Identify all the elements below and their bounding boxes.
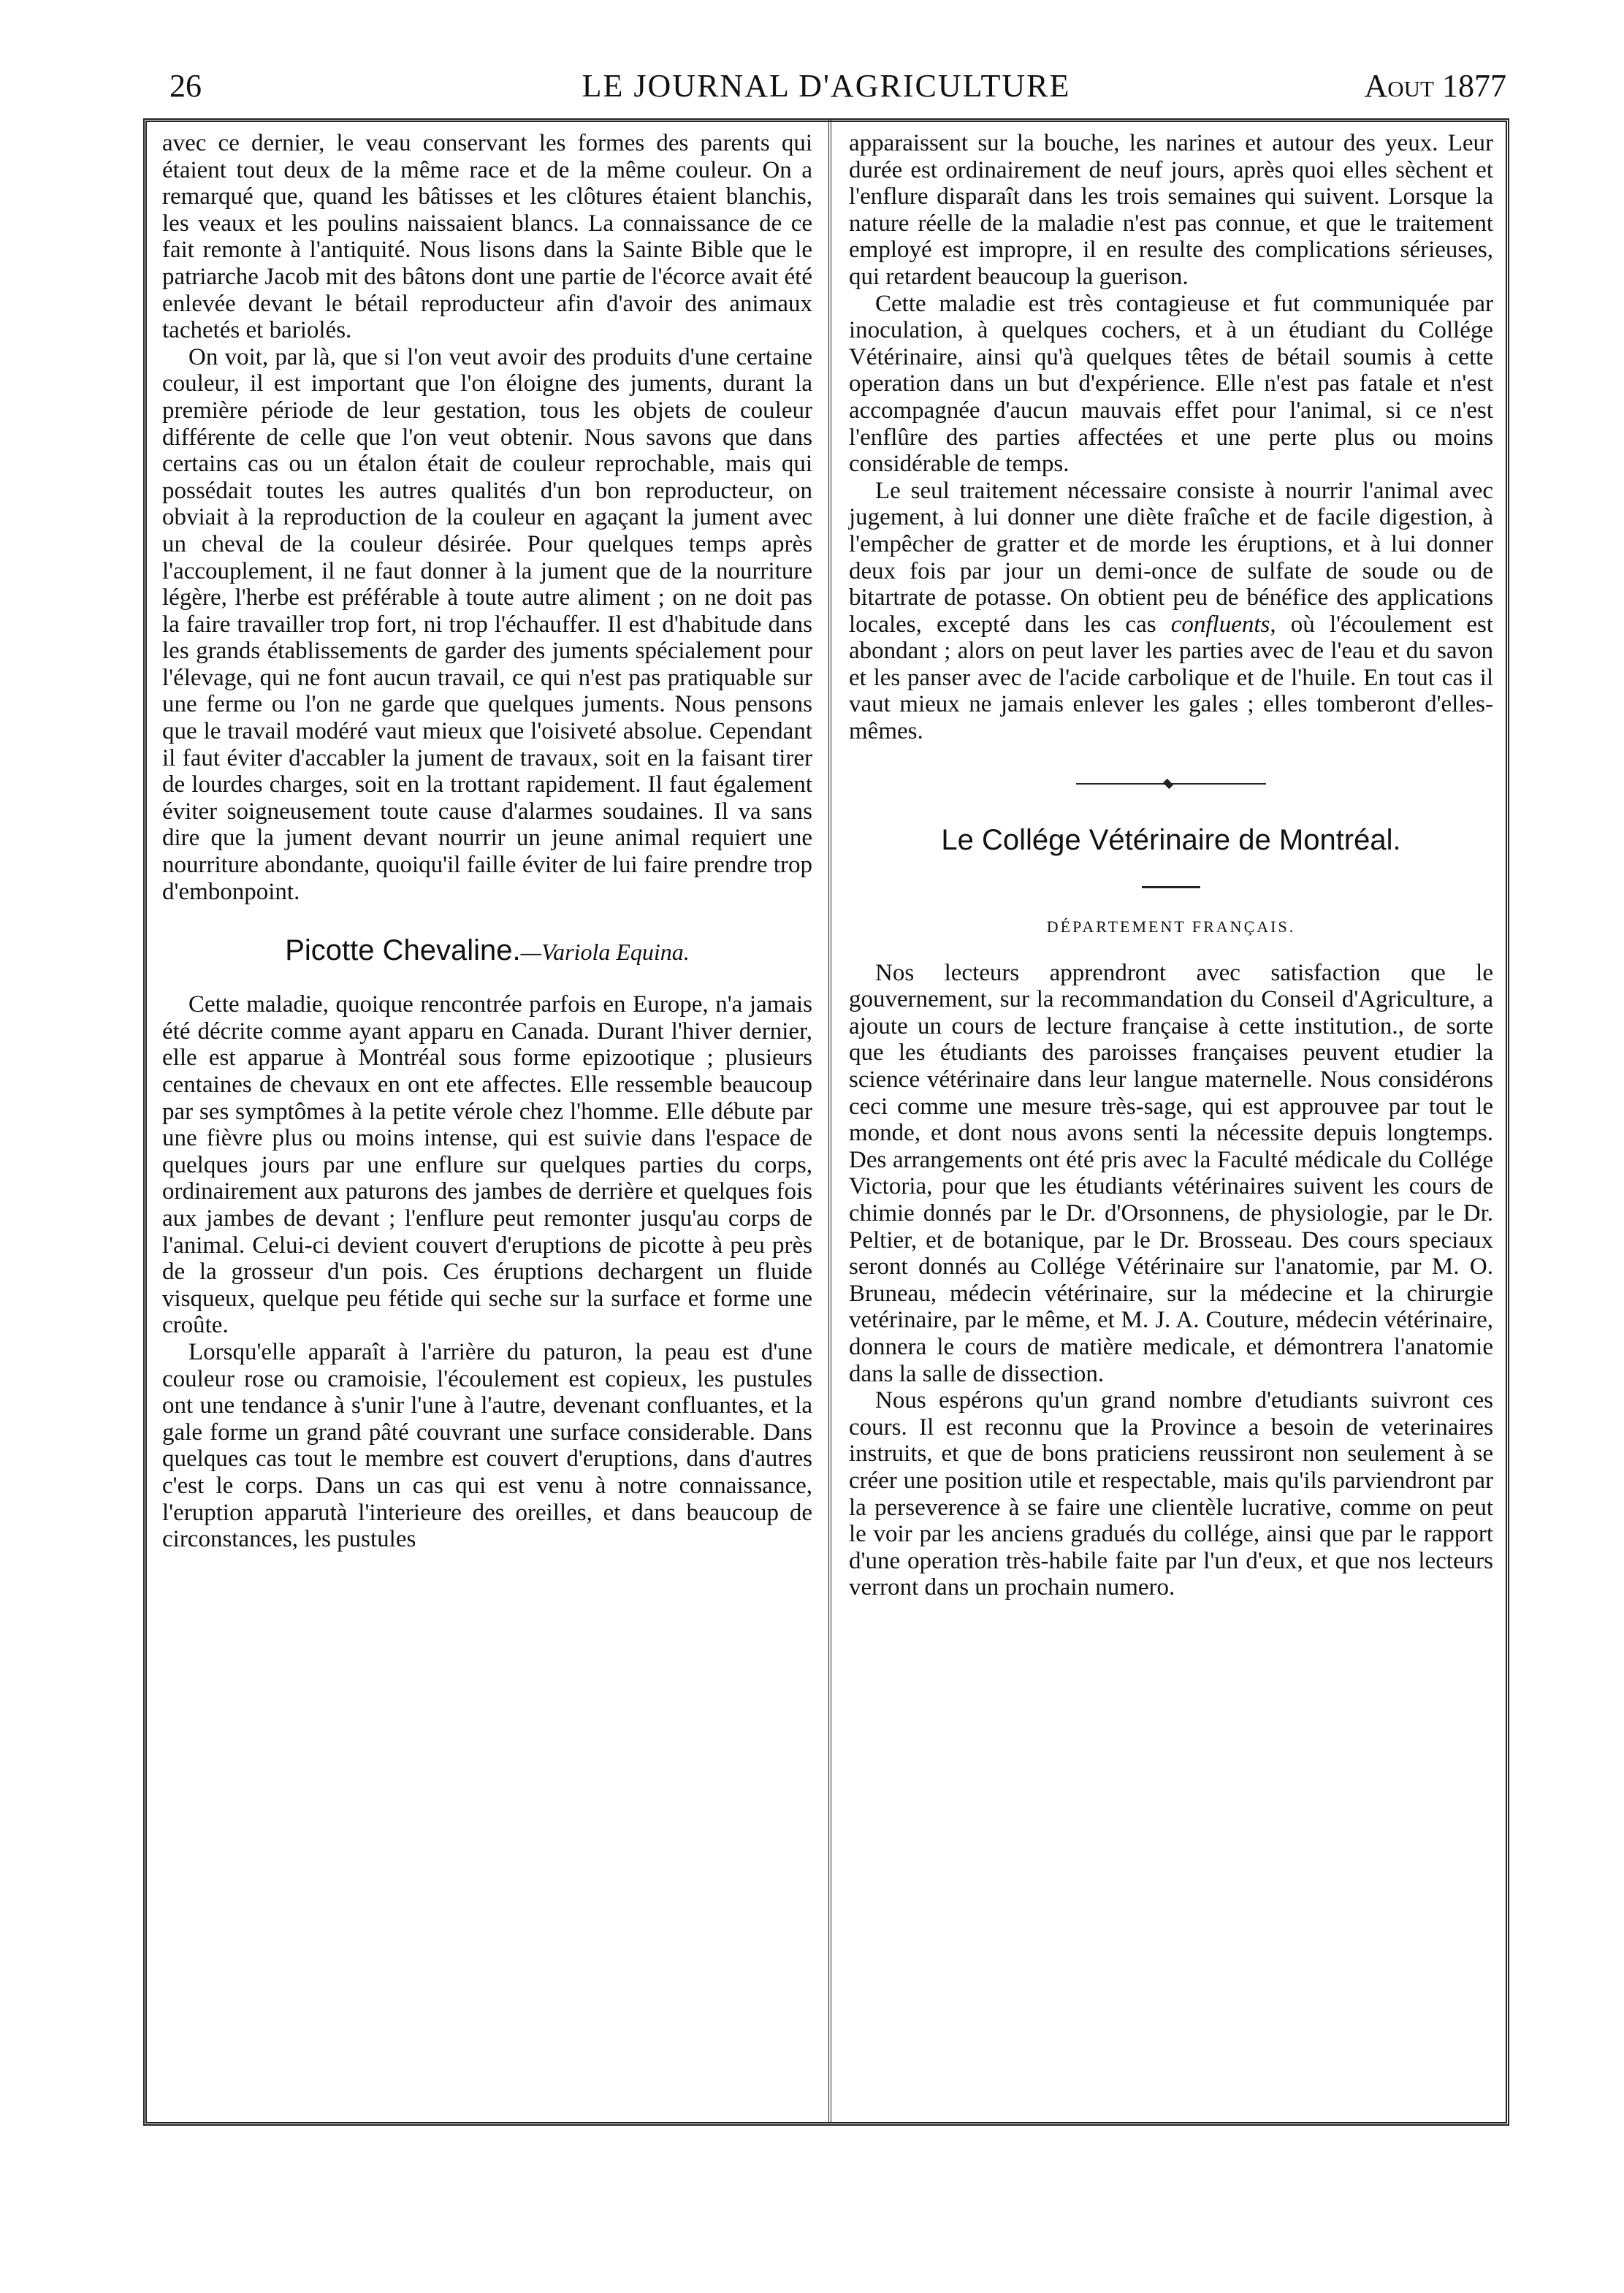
section-title-text: Picotte Chevaline. xyxy=(285,934,521,967)
section-subtitle-latin: —Variola Equina. xyxy=(520,939,690,966)
section-title-picotte xyxy=(162,934,812,968)
left-paragraph-1: avec ce dernier, le veau conservant les formes des parents qui étaient tout deux de la même race et de la même couleur. On a remarqué que, quand les bâtisses et les clôtures étaient blanchis, les veaux et les poulins naissaient blancs. La connaissance de ce fait remonte à l'antiquité. Nous lisons dans la Sainte Bible que le patriarche Jacob mit des bâtons dont une partie de l'écorce avait été enlevée devant le bétail reproducteur afin d'avoir des animaux tachetés et bariolés. xyxy=(162,130,812,344)
right-paragraph-2: Cette maladie est très contagieuse et fut communiquée par inoculation, à quelques cochers, et à un étudiant du Collége Vétérinaire, ainsi qu'à quelques têtes de bétail soumis à cette operation dans un but d'expérience. Elle n'est pas fatale et n'est accompagnée d'aucun mauvais effet pour l'animal, si ce n'est l'enflûre des parties affectées et une perte plus ou moins considérable de temps. xyxy=(849,290,1493,478)
right-paragraph-3-after: , où l'écoulement est abondant ; alors on peut laver les parties avec de l'eau et du savon et les panser avec de l'acide carbolique et de l'huile. En tout cas il vaut mieux ne jamais enlever les gales ; elles tomberont d'elles-mêmes. xyxy=(849,611,1493,745)
right-paragraph-5: Nous espérons qu'un grand nombre d'etudiants suivront ces cours. Il est reconnu que la Province a besoin de veterinaires instruits, et que de bons praticiens reussiront non seulement à se créer une position utile et respectable, mais qu'ils parviendront par la perseverence à se faire une clientèle lucrative, comme on peut le voir par les anciens gradués du collége, ainsi que par le rapport d'une operation très-habile faite par l'un d'eux, et que nos lecteurs verront dans un prochain numero. xyxy=(849,1387,1493,1601)
right-paragraph-3 xyxy=(849,478,1493,745)
short-divider xyxy=(1142,886,1200,888)
emphasis-confluents: confluents xyxy=(1170,611,1270,638)
right-paragraph-4: Nos lecteurs apprendront avec satisfaction que le gouvernement, sur la recommandation du Conseil d'Agriculture, a ajoute un cours de lecture française à cette institution., de sorte que les étudiants des paroisses françaises peuvent etudier la science vétérinaire dans leur langue maternelle. Nous considérons ceci comme une mesure très-sage, qui est approuvee par tout le monde, et dont nous avons senti la nécessite depuis longtemps. Des arrangements ont été pris avec la Faculté médicale du Collége Victoria, pour que les étudiants vétérinaires suivent les cours de chimie donnés par le Dr. d'Orsonnens, de physiologie, par le Dr. Peltier, et de botanique, par le Dr. Brosseau. Des cours speciaux seront donnés au Collége Vétérinaire sur l'anatomie, par M. O. Bruneau, médecin vétérinaire, sur la médecine et la chirurgie vetérinaire, par le même, et M. J. A. Couture, médecin vétérinaire, donnera le cours de matière medicale, et démontrera l'anatomie dans la salle de dissection. xyxy=(849,959,1493,1387)
journal-title: LE JOURNAL D'AGRICULTURE xyxy=(582,68,1071,104)
right-paragraph-3-before: Le seul traitement nécessaire consiste à nourrir l'animal avec jugement, à lui donner une diète fraîche et de facile digestion, à l'empêcher de gratter et de morde les éruptions, et à lui donner deux fois par jour un demi-once de sulfate de soude ou de bitartrate de potasse. On obtient peu de bénéfice des applications locales, excepté dans les cas xyxy=(849,477,1493,638)
left-paragraph-4: Lorsqu'elle apparaît à l'arrière du paturon, la peau est d'une couleur rose ou cramoisie, l'écoulement est copieux, les pustules ont une tendance à s'unir l'une à l'autre, devenant confluantes, et la gale forme un grand pâté couvrant une surface considerable. Dans quelques cas tout le membre est couvert d'eruptions, dans d'autres c'est le corps. Dans un cas qui est venu à notre connaissance, l'eruption apparutà l'interieure des oreilles, et dans beaucoup de circonstances, les pustules xyxy=(162,1338,812,1553)
college-title: Le Collége Vétérinaire de Montréal. xyxy=(941,823,1401,856)
issue-date: Aout 1877 xyxy=(1364,68,1506,104)
page-header xyxy=(143,64,1509,108)
right-paragraph-1: apparaissent sur la bouche, les narines et autour des yeux. Leur durée est ordinairement de neuf jours, après quoi elles sèchent et l'enflure disparaît dans les trois semaines qui suivent. Lorsque la nature réelle de la maladie n'est pas connue, et que le traitement employé est impropre, il en resulte des complications sérieuses, qui retardent beaucoup la guerison. xyxy=(849,130,1493,290)
left-paragraph-2: On voit, par là, que si l'on veut avoir des produits d'une certaine couleur, il est important que l'on éloigne des juments, durant la première période de leur gestation, tous les objets de couleur différente de celle que l'on veut obtenir. Nous savons que dans certains cas ou un étalon était de couleur reprochable, mais qui possédait toutes les autres qualités d'un bon reproducteur, on obviait à la reproduction de la couleur en agaçant la jument avec un cheval de la couleur désirée. Pour quelques temps après l'accouplement, il ne faut donner à la jument que de la nourriture légère, l'herbe est préférable à toute autre aliment ; on ne doit pas la faire travailler trop fort, ni trop l'échauffer. Il est d'habitude dans les grands établissements de garder des juments spécialement pour l'élevage, qui ne font aucun travail, ce qui n'est pas pratiquable sur une ferme ou l'on ne garde que quelques juments. Nous pensons que le travail modéré vaut mieux que l'oisiveté absolue. Cependant il faut éviter d'accabler la jument de travaux, soit en la faisant tirer de lourdes charges, soit en la trottant rapidement. Il faut également éviter soigneusement toute cause d'alarmes soudaines. Il va sans dire que la jument devant nourrir un jeune animal requiert une nourriture abondante, quoiqu'il faille éviter de lui faire prendre trop d'embonpoint. xyxy=(162,343,812,905)
page-number: 26 xyxy=(169,68,202,104)
column-divider xyxy=(828,120,831,2123)
department-title: DÉPARTEMENT FRANÇAIS. xyxy=(1046,917,1296,936)
left-column xyxy=(162,130,812,1553)
ornament-divider xyxy=(1076,782,1266,786)
right-column xyxy=(849,130,1493,1601)
left-paragraph-3: Cette maladie, quoique rencontrée parfois en Europe, n'a jamais été décrite comme ayant apparu en Canada. Durant l'hiver dernier, elle est apparue à Montréal sous forme epizootique ; plusieurs centaines de chevaux en ont ete affectes. Elle ressemble beaucoup par ses symptômes à la petite vérole chez l'homme. Elle débute par une fièvre plus ou moins intense, qui est suivie dans l'espace de quelques jours par une enflure sur quelques parties du corps, ordinairement aux paturons des jambes de derrière et quelques fois aux jambes de devant ; l'enflure peut remonter jusqu'au corps de l'animal. Celui-ci devient couvert d'eruptions de picotte à peu près de la grosseur d'un pois. Ces éruptions dechargent un fluide visqueux, quelque peu fétide qui seche sur la surface et forme une croûte. xyxy=(162,991,812,1339)
